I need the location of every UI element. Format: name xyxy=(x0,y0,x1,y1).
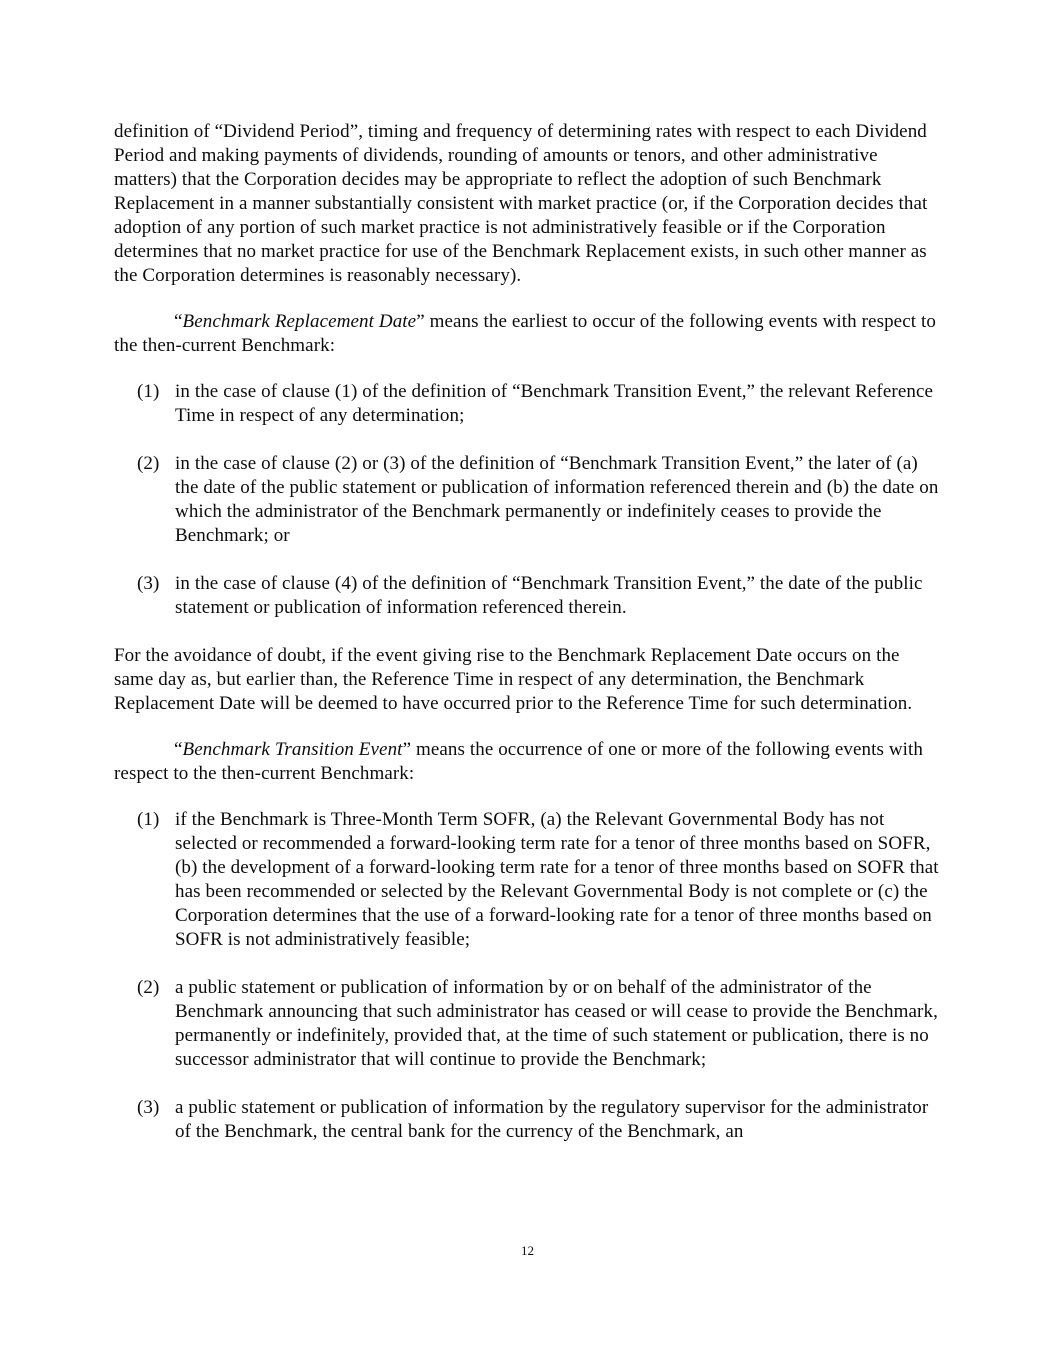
paragraph-avoidance-of-doubt: For the avoidance of doubt, if the event giving rise to the Benchmark Replacement Date occurs on the same day as, but earlier than, the Reference Time in respect of any determination, the Benchmark Replacement Date will be deemed to have occurred prior to the Reference Time for such determination. xyxy=(114,645,913,714)
list-item xyxy=(114,380,943,428)
list-item-text: a public statement or publication of information by or on behalf of the administrator of the Benchmark announcing that such administrator has ceased or will cease to provide the Benchmark, permanently or indefinitely, provided that, at the time of such statement or publication, there is no successor administrator that will continue to provide the Benchmark; xyxy=(175,977,938,1070)
term-benchmark-transition-event: Benchmark Transition Event xyxy=(182,739,403,760)
list-item-text: in the case of clause (4) of the definition of “Benchmark Transition Event,” the date of the public statement or publication of information referenced therein. xyxy=(175,573,923,618)
list-item xyxy=(114,976,943,1072)
list-item-number: (2) xyxy=(137,977,160,998)
list-item-text: in the case of clause (2) or (3) of the definition of “Benchmark Transition Event,” the later of (a) the date of the public statement or publication of information referenced therein and (b) the date on which the administrator of the Benchmark permanently or indefinitely ceases to provide the Benchmark; or xyxy=(175,453,939,546)
page-number: 12 xyxy=(521,1243,534,1258)
definition-benchmark-transition-event xyxy=(114,738,943,786)
list-item-text: in the case of clause (1) of the definition of “Benchmark Transition Event,” the relevant Reference Time in respect of any determination; xyxy=(175,381,934,426)
definition-benchmark-transition-event-body: ” means the occurrence of one or more of the following events with respect to the then-current Benchmark: xyxy=(114,739,924,784)
open-quote: “ xyxy=(174,311,183,332)
list-item xyxy=(114,572,943,620)
list-item-number: (1) xyxy=(137,809,160,830)
list-item xyxy=(114,808,943,952)
list-item-number: (2) xyxy=(137,453,160,474)
open-quote: “ xyxy=(174,739,183,760)
list-item xyxy=(114,1096,943,1144)
list-item-number: (3) xyxy=(137,1097,160,1118)
paragraph-continuation: definition of “Dividend Period”, timing and frequency of determining rates with respect to each Dividend Period and making payments of dividends, rounding of amounts or tenors, and other administrative matters) that the Corporation decides may be appropriate to reflect the adoption of such Benchmark Replacement in a manner substantially consistent with market practice (or, if the Corporation decides that adoption of any portion of such market practice is not administratively feasible or if the Corporation determines that no market practice for use of the Benchmark Replacement exists, in such other manner as the Corporation determines is reasonably necessary). xyxy=(114,121,928,286)
definition-benchmark-replacement-date-body: ” means the earliest to occur of the following events with respect to the then-current Benchmark: xyxy=(114,311,936,356)
benchmark-transition-event-list xyxy=(114,808,943,1144)
list-item-text: if the Benchmark is Three-Month Term SOFR, (a) the Relevant Governmental Body has not selected or recommended a forward-looking term rate for a tenor of three months based on SOFR, (b) the development of a forward-looking term rate for a tenor of three months based on SOFR that has been recommended or selected by the Relevant Governmental Body is not complete or (c) the Corporation determines that the use of a forward-looking rate for a tenor of three months based on SOFR is not administratively feasible; xyxy=(175,809,939,950)
list-item-text: a public statement or publication of information by the regulatory supervisor for the administrator of the Benchmark, the central bank for the currency of the Benchmark, an xyxy=(175,1097,929,1142)
list-item-number: (1) xyxy=(137,381,160,402)
definition-benchmark-replacement-date xyxy=(114,310,943,358)
list-item-number: (3) xyxy=(137,573,160,594)
benchmark-replacement-date-list xyxy=(114,380,943,620)
list-item xyxy=(114,452,943,548)
term-benchmark-replacement-date: Benchmark Replacement Date xyxy=(182,311,417,332)
